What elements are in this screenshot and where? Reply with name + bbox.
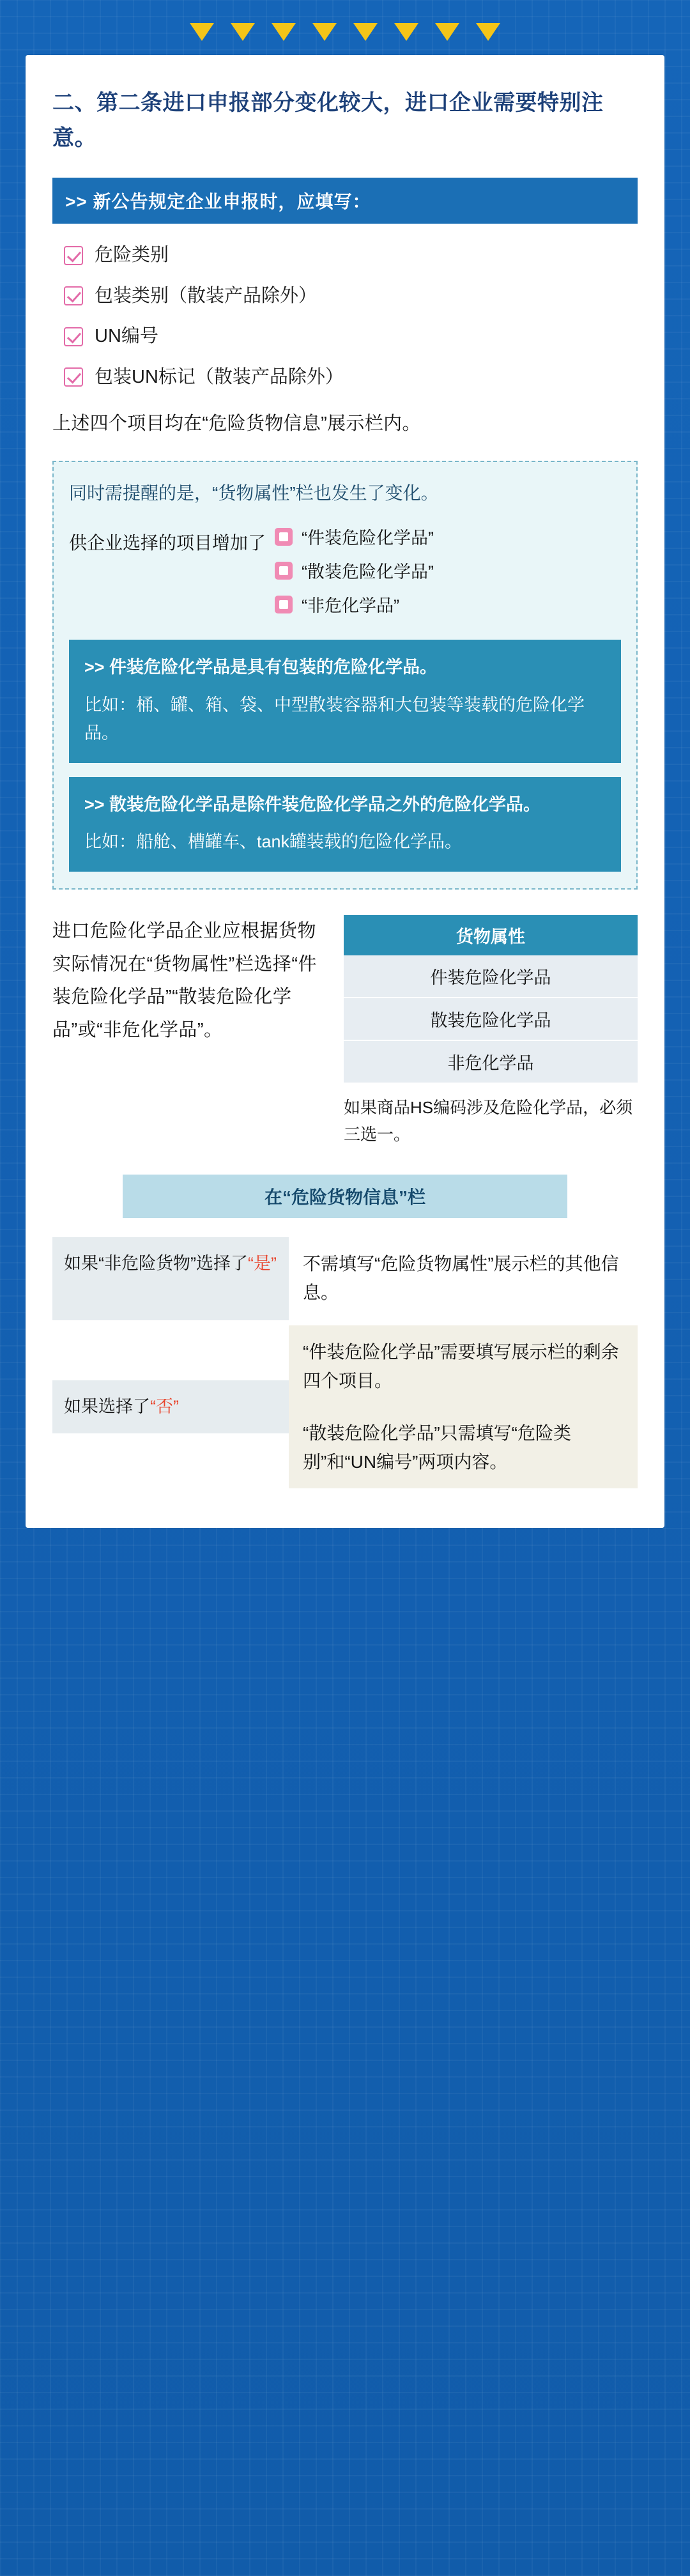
declaration-heading-bar: >> 新公告规定企业申报时，应填写： xyxy=(52,178,638,224)
option-item xyxy=(275,592,621,617)
options-lead-label: 供企业选择的项目增加了 xyxy=(69,533,266,553)
required-fields-checklist xyxy=(64,242,638,391)
definition-heading: >> 件装危险化学品是具有包装的危险化学品。 xyxy=(84,658,438,677)
condition-value-bulk: “散装危险化学品”只需填写“危险类别”和“UN编号”两项内容。 xyxy=(303,1423,571,1472)
content-card xyxy=(26,55,664,1528)
attribute-table-row: 件装危险化学品 xyxy=(344,955,638,998)
definition-body: 比如：桶、罐、箱、袋、中型散装容器和大包装等装载的危险化学品。 xyxy=(84,695,585,743)
condition-key xyxy=(52,1237,289,1320)
attribute-table-header: 货物属性 xyxy=(344,915,638,955)
checkbox-checked-icon xyxy=(64,327,83,346)
condition-value-group xyxy=(289,1325,638,1488)
condition-row-no xyxy=(52,1325,638,1488)
condition-row-yes xyxy=(52,1237,638,1320)
decorative-triangle-row xyxy=(0,0,690,55)
option-marker-icon xyxy=(275,596,293,613)
checklist-item-label: 危险类别 xyxy=(95,245,169,266)
cargo-attribute-notice xyxy=(52,461,638,890)
definition-heading: >> 散装危险化学品是除件装危险化学品之外的危险化学品。 xyxy=(84,794,541,814)
checklist-item xyxy=(64,242,638,270)
dangerous-goods-banner: 在“危险货物信息”栏 xyxy=(123,1175,567,1218)
option-label: “件装危险化学品” xyxy=(302,528,434,548)
after-checklist-paragraph: 上述四个项目均在“危险货物信息”展示栏内。 xyxy=(52,413,421,435)
checkbox-checked-icon xyxy=(64,246,83,265)
attribute-table-note: 如果商品HS编码涉及危险化学品，必须三选一。 xyxy=(344,1098,633,1145)
option-item xyxy=(275,524,621,549)
attribute-table-row: 非危化学品 xyxy=(344,1041,638,1084)
triangle-icon xyxy=(353,23,378,41)
attribute-selection-section xyxy=(52,915,638,1148)
triangle-icon xyxy=(231,23,255,41)
condition-key-prefix: 如果选择了 xyxy=(64,1397,150,1417)
triangle-icon xyxy=(476,23,500,41)
condition-value-packaged: “件装危险化学品”需要填写展示栏的剩余四个项目。 xyxy=(303,1341,619,1391)
checklist-item-label: 包装UN标记（散装产品除外） xyxy=(95,366,344,387)
cargo-attribute-lead: 同时需提醒的是，“货物属性”栏也发生了变化。 xyxy=(69,483,439,504)
triangle-icon xyxy=(394,23,418,41)
checklist-item xyxy=(64,282,638,311)
triangle-icon xyxy=(435,23,459,41)
definition-box-bulk xyxy=(69,777,621,872)
option-label: “散装危险化学品” xyxy=(302,562,434,582)
option-marker-icon xyxy=(275,562,293,580)
checkbox-checked-icon xyxy=(64,286,83,305)
condition-key-value: “否” xyxy=(150,1397,179,1417)
condition-key-prefix: 如果“非危险货物”选择了 xyxy=(64,1254,248,1274)
attribute-table-row: 散装危险化学品 xyxy=(344,998,638,1041)
options-list xyxy=(275,524,621,626)
checklist-item xyxy=(64,364,638,392)
section-title: 二、第二条进口申报部分变化较大，进口企业需要特别注意。 xyxy=(52,91,604,151)
condition-key xyxy=(52,1380,289,1433)
attribute-table xyxy=(344,915,638,1148)
checklist-item-label: UN编号 xyxy=(95,326,158,347)
option-marker-icon xyxy=(275,528,293,546)
checklist-item xyxy=(64,323,638,351)
definition-body: 比如：船舱、槽罐车、tank罐装载的危险化学品。 xyxy=(84,832,463,852)
checkbox-checked-icon xyxy=(64,367,83,387)
condition-value: 不需填写“危险货物属性”展示栏的其他信息。 xyxy=(303,1254,619,1303)
triangle-icon xyxy=(272,23,296,41)
triangle-icon xyxy=(312,23,337,41)
checklist-item-label: 包装类别（散装产品除外） xyxy=(95,285,318,306)
attribute-instruction-text: 进口危险化学品企业应根据货物实际情况在“货物属性”栏选择“件装危险化学品”“散装危险化学品”或“非危化学品”。 xyxy=(52,921,317,1040)
definition-box-packaged xyxy=(69,640,621,762)
condition-key-value: “是” xyxy=(247,1254,277,1274)
option-item xyxy=(275,558,621,583)
triangle-icon xyxy=(190,23,214,41)
option-label: “非危化学品” xyxy=(302,596,399,616)
